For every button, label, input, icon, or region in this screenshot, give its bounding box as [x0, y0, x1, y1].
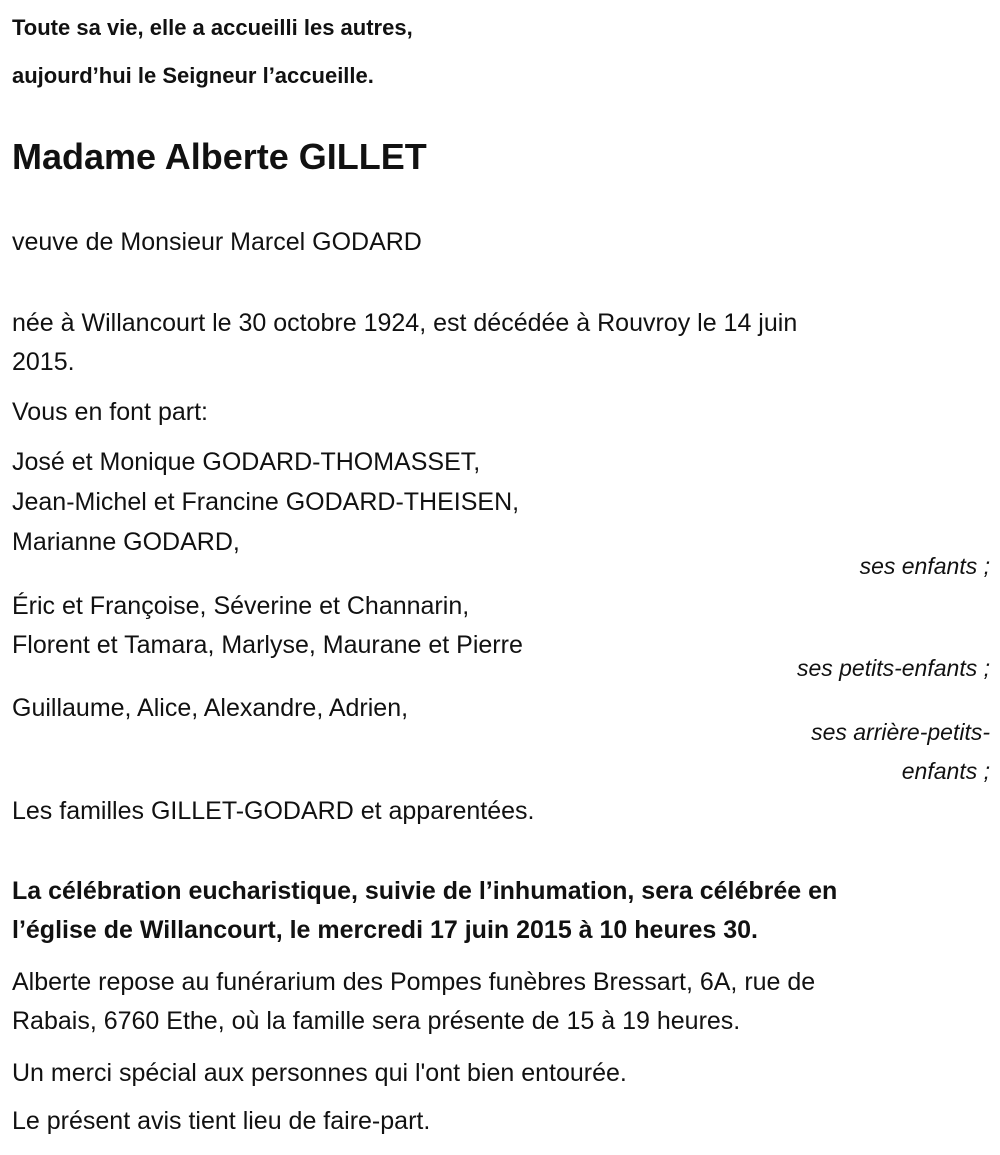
announce: Vous en font part: — [12, 398, 208, 426]
child: Jean-Michel et Francine GODARD-THEISEN, — [12, 488, 520, 516]
child: Marianne GODARD, — [12, 528, 240, 556]
great-grandchildren-label: ses arrière-petits- — [811, 719, 990, 745]
children-label: ses enfants ; — [859, 553, 990, 579]
deceased-name: Madame Alberte GILLET — [12, 136, 427, 177]
grandchild: Florent et Tamara, Marlyse, Maurane et Pierre — [12, 631, 523, 659]
funeral-home-line: Rabais, 6760 Ethe, où la famille sera présente de 15 à 19 heures. — [12, 1007, 741, 1035]
child: José et Monique GODARD-THOMASSET, — [12, 448, 481, 476]
birth-death-line: née à Willancourt le 30 octobre 1924, est décédée à Rouvroy le 14 juin — [12, 309, 798, 337]
epigraph-line: aujourd’hui le Seigneur l’accueille. — [12, 63, 374, 88]
families: Les familles GILLET-GODARD et apparentées. — [12, 797, 535, 825]
notice: Le présent avis tient lieu de faire-part. — [12, 1107, 431, 1135]
grandchild: Éric et Françoise, Séverine et Channarin, — [12, 592, 470, 620]
widow-of: veuve de Monsieur Marcel GODARD — [12, 228, 422, 256]
funeral-home-line: Alberte repose au funérarium des Pompes funèbres Bressart, 6A, rue de — [12, 968, 816, 996]
grandchildren-label: ses petits-enfants ; — [796, 655, 990, 681]
great-grandchild: Guillaume, Alice, Alexandre, Adrien, — [12, 694, 409, 722]
ceremony-line: La célébration eucharistique, suivie de l’inhumation, sera célébrée en — [12, 877, 838, 905]
ceremony-line: l’église de Willancourt, le mercredi 17 juin 2015 à 10 heures 30. — [12, 916, 758, 944]
thanks: Un merci spécial aux personnes qui l'ont bien entourée. — [12, 1059, 627, 1087]
great-grandchildren-label: enfants ; — [901, 758, 990, 784]
epigraph-line: Toute sa vie, elle a accueilli les autres, — [12, 15, 413, 40]
birth-death-line: 2015. — [12, 348, 75, 376]
